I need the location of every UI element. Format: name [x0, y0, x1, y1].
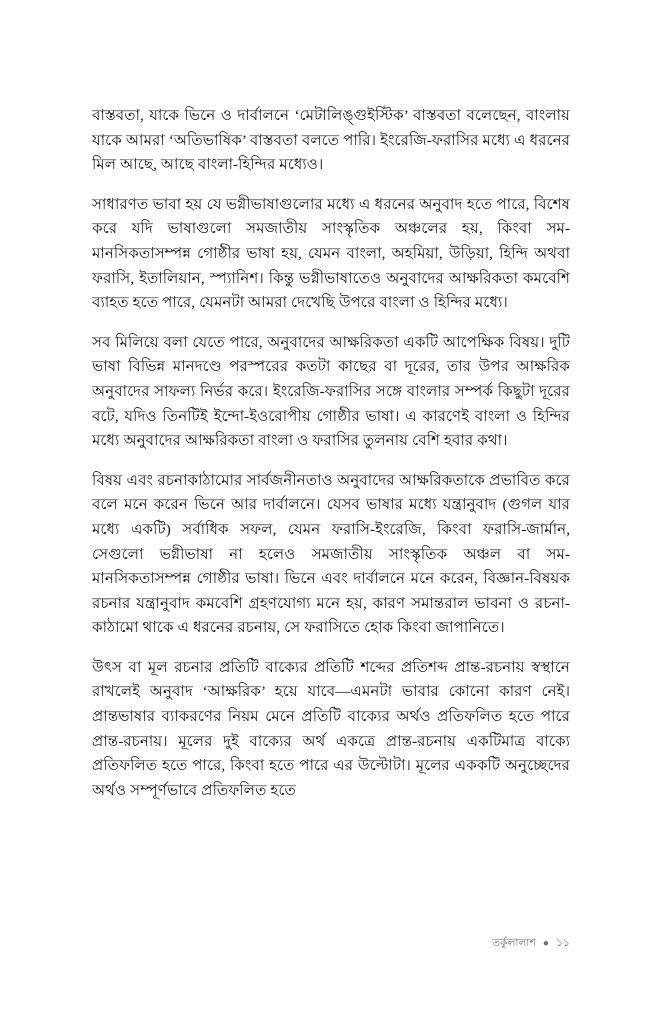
paragraph-3: সব মিলিয়ে বলা যেতে পারে, অনুবাদের আক্ষরিকতা একটি আপেক্ষিক বিষয়। দুটি ভাষা বিভিন্ন মানদণ্ডে পরস্পরের কতটা কাছের বা দূরের, তার উপর আক্ষরিক অনুবাদের সাফল্য নির্ভর করে। ইংরেজি-ফরাসির সঙ্গে বাংলার সম্পর্ক কিছুটা দূরের বটে, যদিও তিনটিই ইন্দো-ইওরোপীয় গোষ্ঠীর ভাষা। এ কারণেই বাংলা ও হিন্দির মধ্যে অনুবাদের আক্ষরিকতা বাংলা ও ফরাসির তুলনায় বেশি হবার কথা। [92, 333, 570, 450]
paragraph-2: সাধারণত ভাবা হয় যে ভগ্নীভাষাগুলোর মধ্যে এ ধরনের অনুবাদ হতে পারে, বিশেষ করে যদি ভাষাগুলো সমজাতীয় সাংস্কৃতিক অঞ্চলের হয়, কিংবা সম-মানসিকতাসম্পন্ন গোষ্ঠীর ভাষা হয়, যেমন বাংলা, অহমিয়া, উড়িয়া, হিন্দি অথবা ফরাসি, ইতালিয়ান, স্প্যানিশ। কিন্তু ভগ্নীভাষাতেও অনুবাদের আক্ষরিকতা কমবেশি ব্যাহত হতে পারে, যেমনটা আমরা দেখেছি উপরে বাংলা ও হিন্দির মধ্যে। [92, 195, 570, 312]
paragraph-4: বিষয় এবং রচনাকাঠামোর সার্বজনীনতাও অনুবাদের আক্ষরিকতাকে প্রভাবিত করে বলে মনে করেন ভিনে আর দার্বালনে। যেসব ভাষার মধ্যে যন্ত্রানুবাদ (গুগল যার মধ্যে একটি) সর্বাধিক সফল, যেমন ফরাসি-ইংরেজি, কিংবা ফরাসি-জার্মান, সেগুলো ভগ্নীভাষা না হলেও সমজাতীয় সাংস্কৃতিক অঞ্চল বা সম-মানসিকতাসম্পন্ন গোষ্ঠীর ভাষা। ভিনে এবং দার্বালনে মনে করেন, বিজ্ঞান-বিষয়ক রচনার যন্ত্রানুবাদ কমবেশি গ্রহণযোগ্য মনে হয়, কারণ সমান্তরাল ভাবনা ও রচনা-কাঠামো থাকে এ ধরনের রচনায়, সে ফরাসিতে হোক কিংবা জাপানিতে। [92, 471, 570, 637]
paragraph-5: উৎস বা মূল রচনার প্রতিটি বাক্যের প্রতিটি শব্দের প্রতিশব্দ প্রান্ত-রচনায় স্বস্থানে রাখলেই অনুবাদ ‘আক্ষরিক’ হয়ে যাবে—এমনটা ভাবার কোনো কারণ নেই। প্রান্তভাষার ব্যাকরণের নিয়ম মেনে প্রতিটি বাক্যের অর্থও প্রতিফলিত হতে পারে প্রান্ত-রচনায়। মূলের দুই বাক্যের অর্থ একত্রে প্রান্ত-রচনায় একটিমাত্র বাক্যে প্রতিফলিত হতে পারে, কিংবা হতে পারে এর উল্টোটা। মূলের এককটি অনুচ্ছেদের অর্থও সম্পূর্ণভাবে প্রতিফলিত হতে [92, 658, 570, 799]
bullet-separator-icon: ● [542, 938, 550, 949]
paragraph-1: বাস্তবতা, যাকে ভিনে ও দার্বালনে ‘মেটালিঙ্গুইস্টিক’ বাস্তবতা বলেছেন, বাংলায় যাকে আমরা ‘অতিভাষিক’ বাস্তবতা বলতে পারি। ইংরেজি-ফরাসির মধ্যে এ ধরনের মিল আছে, আছে বাংলা-হিন্দির মধ্যেও। [92, 107, 570, 174]
footer-book-title: তর্কুলালাশ [492, 938, 536, 949]
page-footer [92, 936, 570, 953]
body-text-column [92, 104, 570, 803]
page-number: ১১ [556, 938, 570, 949]
